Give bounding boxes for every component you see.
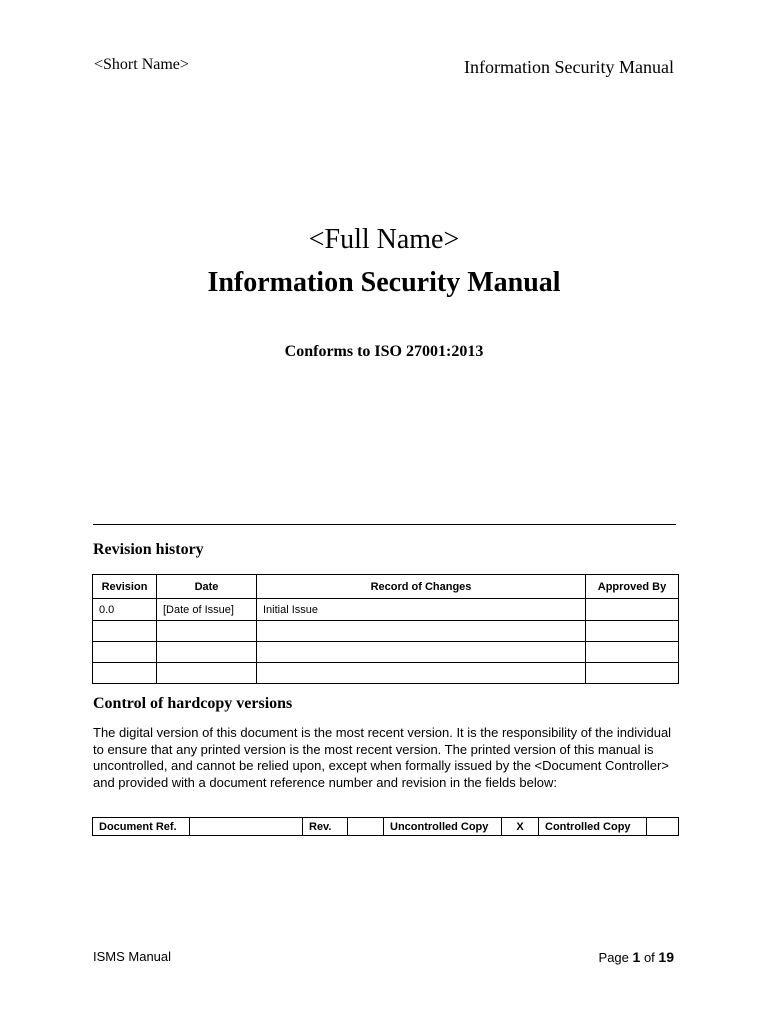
table-row [93, 599, 679, 621]
table-cell: 0.0 [93, 599, 157, 621]
controlled-copy-label: Controlled Copy [539, 818, 647, 836]
column-header-record-of-changes: Record of Changes [257, 575, 586, 599]
footer-of-word: of [643, 950, 655, 965]
table-header-row [93, 575, 679, 599]
revision-field [348, 818, 384, 836]
table-cell [586, 621, 679, 642]
title-manual-name: Information Security Manual [207, 267, 561, 298]
table-cell [93, 642, 157, 663]
table-cell [257, 663, 586, 684]
table-row [93, 621, 679, 642]
footer-document-name: ISMS Manual [93, 949, 172, 964]
controlled-copy-mark [647, 818, 679, 836]
footer-page-word: Page [598, 950, 629, 965]
column-header-revision: Revision [93, 575, 157, 599]
header-short-name: <Short Name> [94, 56, 189, 73]
revision-history-table [92, 574, 679, 684]
title-full-name: <Full Name> [308, 224, 460, 255]
footer-page-number [599, 949, 674, 965]
header-document-title: Information Security Manual [464, 57, 674, 77]
hardcopy-control-paragraph: The digital version of this document is the most recent version. It is the responsibility of the individual to ensure that any printed version is the most recent version. The printed version of this manual is uncontrolled, and cannot be relied upon, except when formally issued by the <Document Controller> and provided with a document reference number and revision in the fields below: [93, 725, 672, 790]
section-divider [93, 524, 676, 525]
table-cell [157, 663, 257, 684]
table-cell [586, 642, 679, 663]
column-header-date: Date [157, 575, 257, 599]
table-cell [586, 599, 679, 621]
table-row [93, 818, 679, 836]
table-cell [586, 663, 679, 684]
document-reference-table [92, 817, 679, 836]
column-header-approved-by: Approved By [586, 575, 679, 599]
table-cell [257, 621, 586, 642]
table-cell: Initial Issue [257, 599, 586, 621]
table-cell: [Date of Issue] [157, 599, 257, 621]
hardcopy-control-heading: Control of hardcopy versions [93, 695, 293, 712]
title-conformance: Conforms to ISO 27001:2013 [284, 343, 484, 360]
table-cell [93, 621, 157, 642]
table-row [93, 642, 679, 663]
table-cell [93, 663, 157, 684]
table-cell [157, 642, 257, 663]
footer-page-total: 19 [658, 949, 674, 965]
document-ref-label: Document Ref. [93, 818, 190, 836]
revision-history-heading: Revision history [93, 541, 204, 558]
document-ref-field [190, 818, 303, 836]
table-row [93, 663, 679, 684]
table-cell [257, 642, 586, 663]
uncontrolled-copy-mark: X [502, 818, 539, 836]
uncontrolled-copy-label: Uncontrolled Copy [384, 818, 502, 836]
revision-label: Rev. [303, 818, 348, 836]
table-cell [157, 621, 257, 642]
footer-page-current: 1 [632, 949, 641, 965]
